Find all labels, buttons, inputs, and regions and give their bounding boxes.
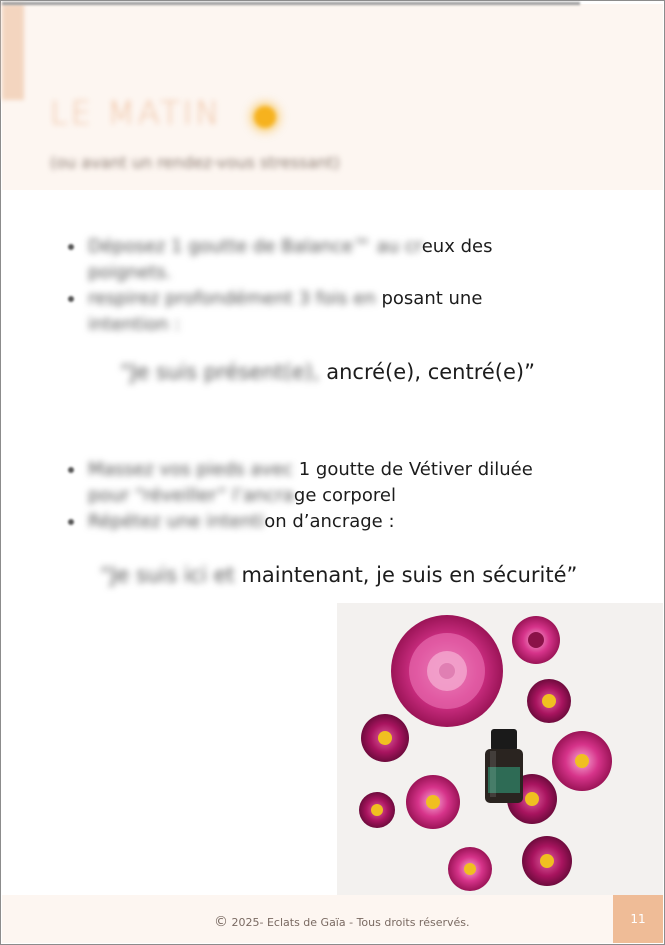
step-text-blurred: pour “réveiller” l’ancra: [88, 485, 294, 506]
step-text: 1 goutte de Vétiver diluée: [293, 459, 533, 480]
copyright-icon: ©: [214, 914, 228, 930]
step-text: ge corporel: [293, 485, 396, 506]
sun-icon: [254, 106, 276, 128]
flowers-oil-photo: [337, 603, 663, 895]
flower: [527, 679, 571, 723]
list-item: [66, 509, 586, 535]
copyright-text: [214, 914, 470, 930]
oil-bottle-icon: [485, 729, 523, 803]
copyright-label: 2025- Eclats de Gaïa - Tous droits réservés.: [228, 916, 470, 929]
step-text: on d’ancrage :: [264, 511, 395, 532]
bullet-dot: [68, 519, 74, 525]
bullet-dot: [68, 296, 74, 302]
list-item: [66, 234, 586, 260]
flower: [406, 775, 460, 829]
bullet-dot: [68, 244, 74, 250]
page-header: [2, 4, 663, 190]
step-text-continued: [66, 483, 586, 509]
flower: [522, 836, 572, 886]
flowers-illustration: [337, 603, 663, 895]
step-text-continued: intention :: [88, 314, 181, 335]
flower: [361, 714, 409, 762]
flower: [552, 731, 612, 791]
flower: [391, 615, 503, 727]
step-text-blurred: Massez vos pieds avec: [88, 459, 294, 480]
intention-quote: [120, 360, 535, 384]
quote-text: maintenant, je suis en sécurité”: [234, 563, 578, 587]
bullet-dot: [68, 467, 74, 473]
quote-text: ancré(e), centré(e)”: [326, 360, 535, 384]
quote-text-blurred: “Je suis présent(e),: [120, 360, 327, 384]
step-text: eux des: [421, 236, 493, 257]
flower: [512, 616, 560, 664]
flower: [448, 847, 492, 891]
step-text-blurred: Déposez 1 goutte de Balance™ au cr: [88, 236, 422, 257]
list-item: [66, 286, 586, 312]
flower: [359, 792, 395, 828]
list-item: [66, 457, 586, 483]
quote-text-blurred: “Je suis ici et: [100, 563, 235, 587]
step-text-blurred: Répétez une intenti: [88, 511, 265, 532]
morning-steps-list: [66, 234, 586, 338]
grounding-steps-list: [66, 457, 586, 535]
step-text: posant une: [381, 288, 483, 309]
page-number: 11: [613, 895, 663, 943]
grounding-quote: [100, 563, 577, 587]
page-subtitle: (ou avant un rendez-vous stressant): [50, 153, 340, 172]
step-text-continued: poignets.: [88, 262, 172, 283]
step-text-blurred: respirez profondément 3 fois en: [88, 288, 382, 309]
corner-tab: [2, 4, 24, 100]
page-footer: [2, 895, 663, 943]
page-title: LE MATIN: [50, 94, 223, 132]
top-border: [2, 2, 580, 5]
